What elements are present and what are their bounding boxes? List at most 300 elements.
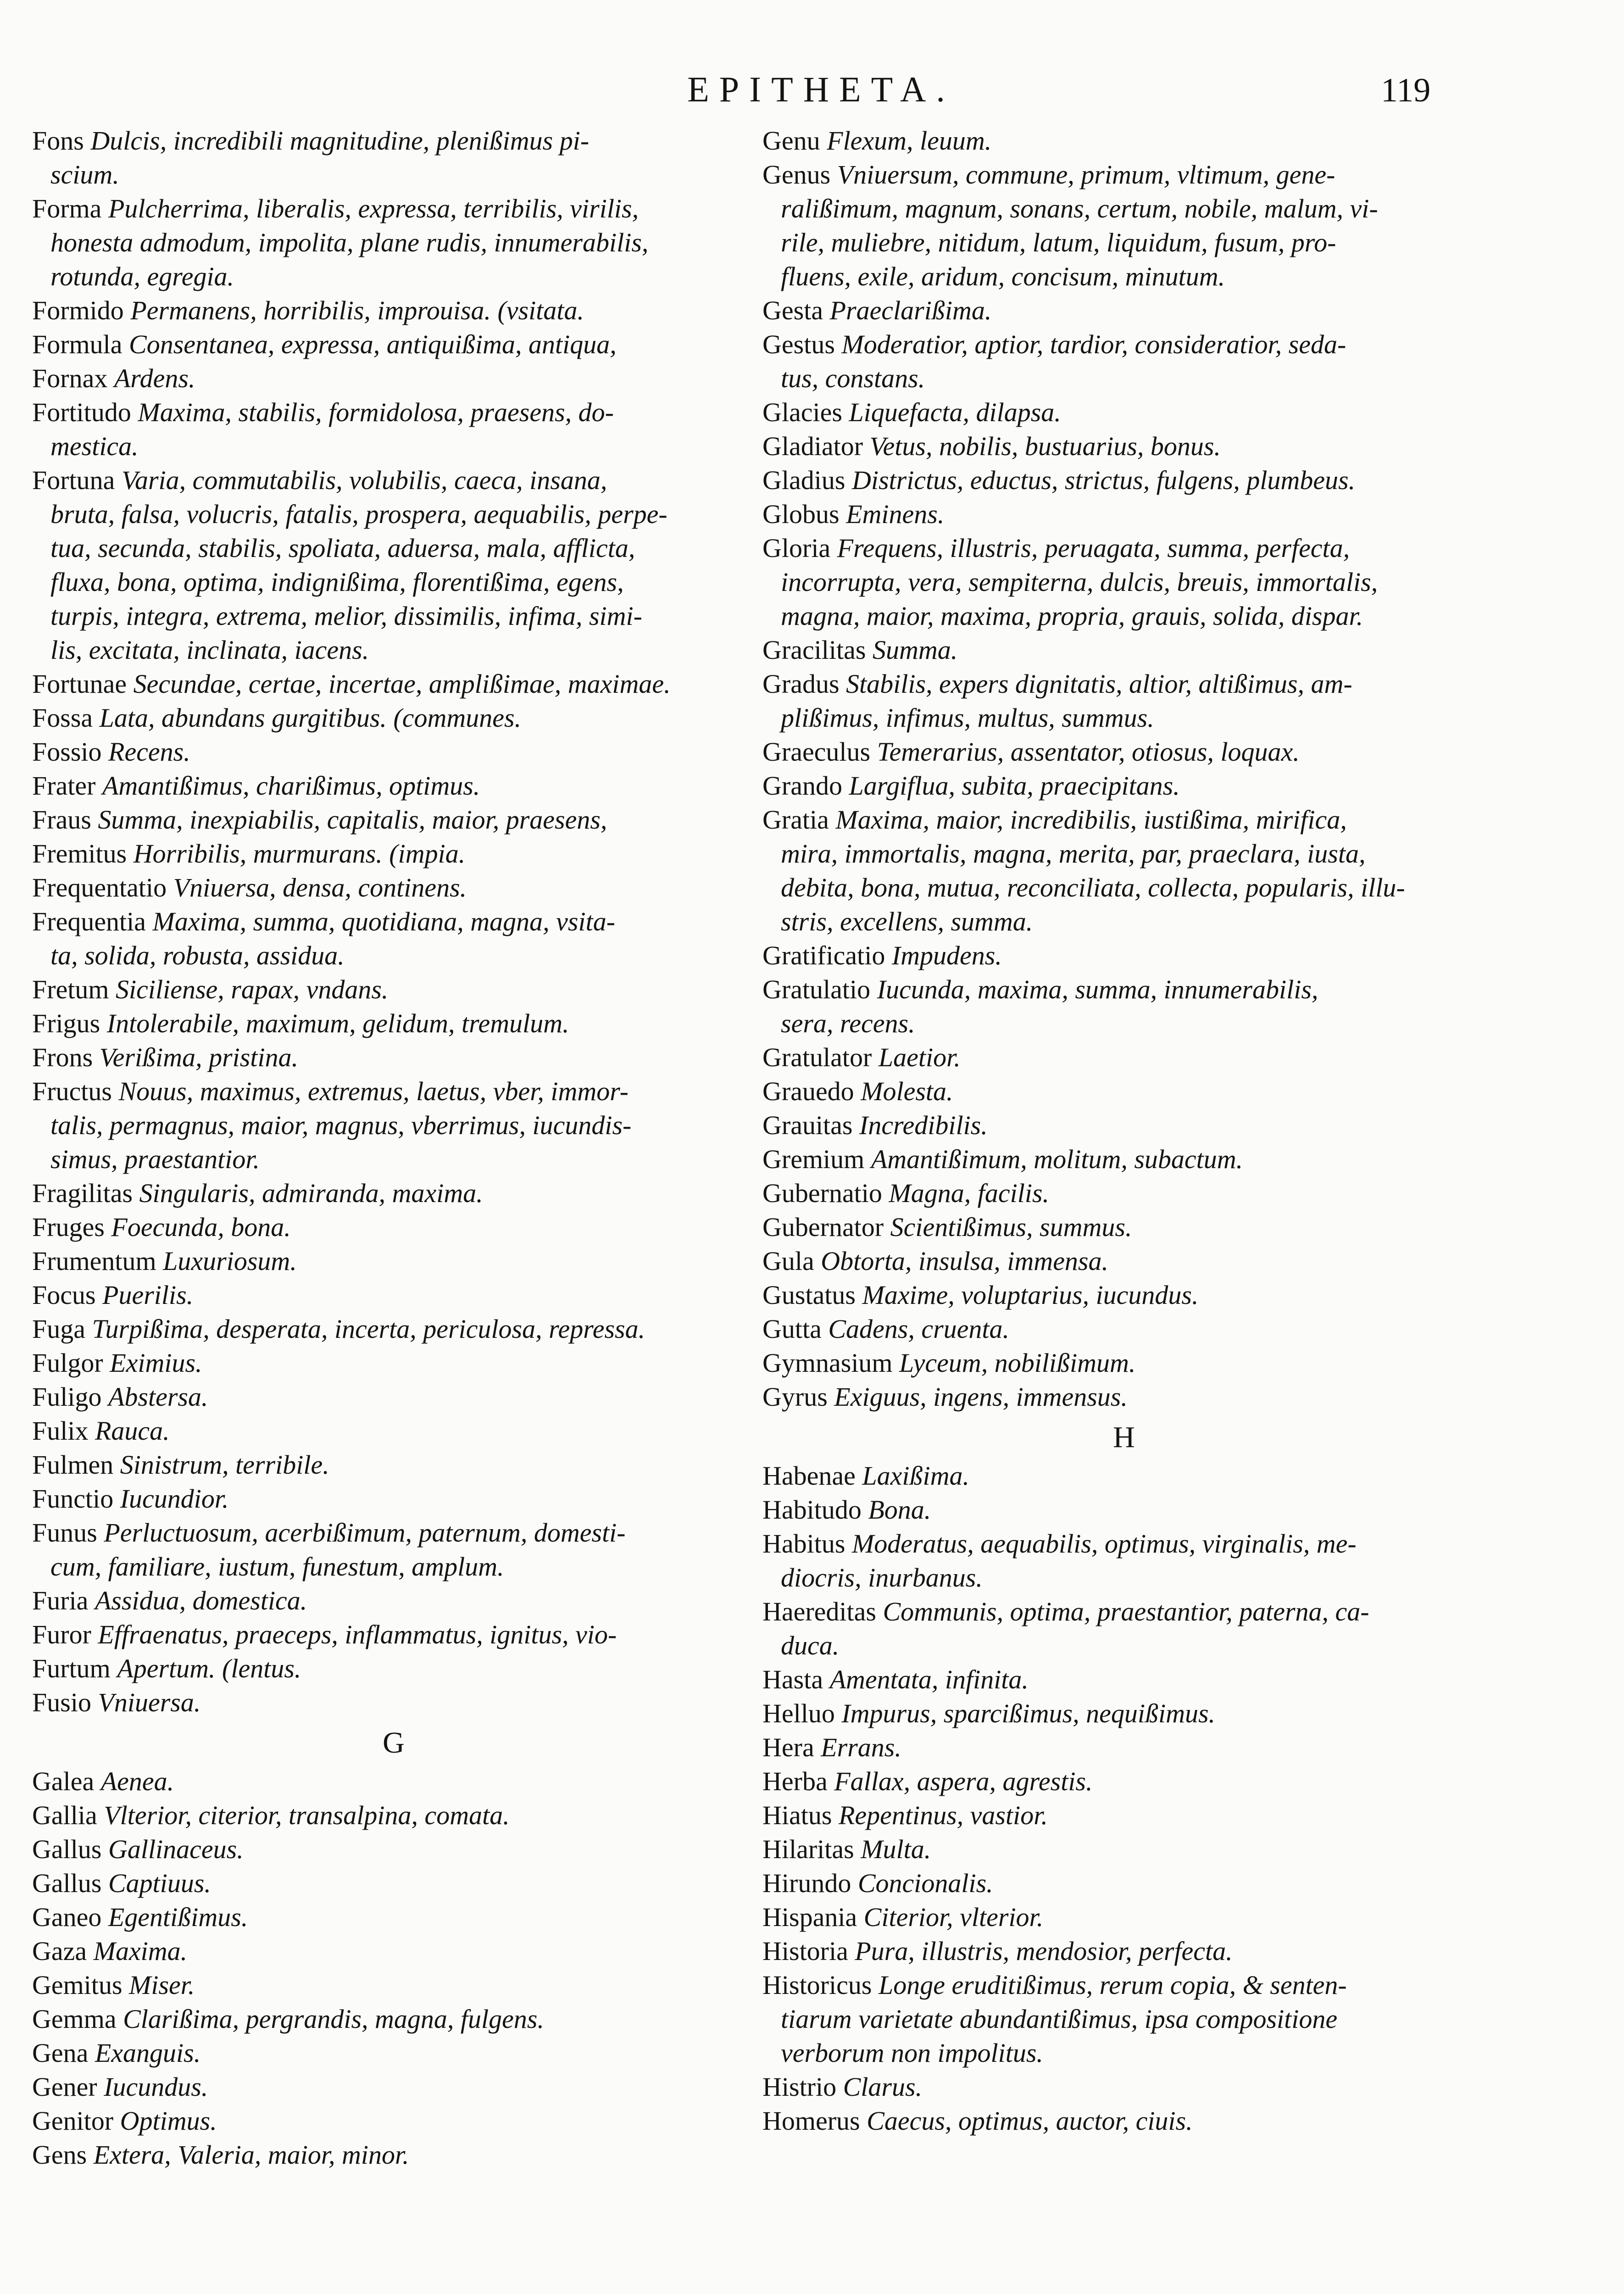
right-column <box>762 124 1486 2138</box>
dictionary-entry <box>31 2138 756 2172</box>
entry-epithets: Lyceum, nobilißimum. <box>899 1348 1136 1378</box>
entry-headword: Fraus <box>32 805 91 835</box>
dictionary-entry <box>762 1832 1486 1866</box>
entry-epithets: Siciliense, rapax, vndans. <box>116 974 389 1004</box>
entry-continuation: diocris, inurbanus. <box>781 1563 983 1592</box>
dictionary-entry <box>31 328 756 362</box>
dictionary-entry <box>31 463 756 497</box>
entry-epithets: Flexum, leuum. <box>827 126 992 156</box>
entry-continuation: scium. <box>50 160 119 189</box>
entry-headword: Fuga <box>32 1314 85 1344</box>
entry-epithets: Secundae, certae, incertae, amplißimae, maximae. <box>133 669 671 699</box>
entry-epithets: Rauca. <box>95 1416 170 1446</box>
entry-headword: Historicus <box>762 1970 872 2000</box>
entry-epithets: Singularis, admiranda, maxima. <box>139 1178 483 1208</box>
entry-epithets: Aenea. <box>100 1766 174 1796</box>
entry-headword: Grando <box>762 771 842 801</box>
dictionary-entry <box>31 2070 756 2104</box>
dictionary-entry <box>762 158 1486 192</box>
dictionary-entry <box>762 1075 1486 1108</box>
dictionary-entry <box>762 497 1486 531</box>
entry-headword: Genus <box>762 160 831 189</box>
entry-epithets: Maxima, maior, incredibilis, iustißima, mirifica, <box>835 805 1347 835</box>
entry-epithets: Gallinaceus. <box>108 1834 244 1864</box>
entry-epithets: Laxißima. <box>862 1461 969 1491</box>
entry-epithets: Perluctuosum, acerbißimum, paternum, domesti- <box>104 1518 626 1548</box>
entry-epithets: Consentanea, expressa, antiquißima, antiqua, <box>129 329 617 359</box>
entry-headword: Gremium <box>762 1144 865 1174</box>
entry-continuation: stris, excellens, summa. <box>781 907 1033 936</box>
entry-headword: Functio <box>32 1484 114 1514</box>
dictionary-entry <box>762 1798 1486 1832</box>
entry-headword: Gena <box>32 2038 89 2068</box>
dictionary-entry <box>762 1142 1486 1176</box>
dictionary-entry <box>31 1380 756 1414</box>
entry-epithets: Praeclarißima. <box>829 295 992 325</box>
entry-continuation: sera, recens. <box>781 1008 915 1038</box>
dictionary-entry <box>31 294 756 328</box>
dictionary-entry <box>31 1798 756 1832</box>
dictionary-entry <box>762 1176 1486 1210</box>
entry-epithets: Extera, Valeria, maior, minor. <box>93 2140 409 2170</box>
entry-headword: Hispania <box>762 1902 857 1932</box>
dictionary-entry <box>762 1493 1486 1527</box>
dictionary-entry <box>31 2002 756 2036</box>
entry-headword: Frigus <box>32 1008 100 1038</box>
entry-headword: Gallia <box>32 1800 97 1830</box>
entry-epithets: Vniuersa, densa, continens. <box>173 873 467 902</box>
entry-headword: Gallus <box>32 1834 102 1864</box>
entry-epithets: Turpißima, desperata, incerta, periculosa, repressa. <box>92 1314 645 1344</box>
entry-headword: Hera <box>762 1732 814 1762</box>
entry-headword: Fragilitas <box>32 1178 133 1208</box>
entry-epithets: Magna, facilis. <box>889 1178 1050 1208</box>
dictionary-entry <box>762 1527 1486 1561</box>
entry-continuation: lis, excitata, inclinata, iacens. <box>50 635 369 665</box>
entry-epithets: Foecunda, bona. <box>111 1212 291 1242</box>
entry-headword: Frumentum <box>32 1246 156 1276</box>
entry-continuation: rile, muliebre, nitidum, latum, liquidum, fusum, pro- <box>781 228 1336 257</box>
entry-headword: Gemitus <box>32 1970 122 2000</box>
dictionary-entry <box>31 1900 756 1934</box>
entry-continuation: cum, familiare, iustum, funestum, amplum. <box>50 1552 504 1581</box>
dictionary-entry <box>762 1866 1486 1900</box>
entry-headword: Galea <box>32 1766 95 1796</box>
entry-headword: Gymnasium <box>762 1348 893 1378</box>
dictionary-entry <box>31 701 756 735</box>
entry-epithets: Amentata, infinita. <box>829 1665 1029 1694</box>
entry-headword: Gubernatio <box>762 1178 882 1208</box>
entry-epithets: Clarißima, pergrandis, magna, fulgens. <box>123 2004 544 2034</box>
entry-headword: Gratia <box>762 805 829 835</box>
dictionary-entry <box>762 803 1486 837</box>
entry-epithets: Nouus, maximus, extremus, laetus, vber, immor- <box>118 1076 628 1106</box>
entry-epithets: Iucundior. <box>120 1484 229 1514</box>
dictionary-entry <box>762 328 1486 362</box>
entry-continuation: talis, permagnus, maior, magnus, vberrimus, iucundis- <box>50 1110 632 1140</box>
entry-epithets: Incredibilis. <box>859 1110 988 1140</box>
dictionary-entry <box>762 1459 1486 1493</box>
entry-headword: Gratificatio <box>762 941 885 970</box>
dictionary-entry <box>762 1968 1486 2002</box>
entry-headword: Genu <box>762 126 820 156</box>
dictionary-entry <box>762 1278 1486 1312</box>
entry-headword: Homerus <box>762 2106 860 2136</box>
dictionary-entry <box>762 395 1486 429</box>
dictionary-entry <box>31 667 756 701</box>
entry-headword: Herba <box>762 1766 828 1796</box>
entry-epithets: Exanguis. <box>95 2038 201 2068</box>
entry-epithets: Liquefacta, dilapsa. <box>849 397 1061 427</box>
dictionary-entry <box>31 1765 756 1798</box>
dictionary-entry <box>762 1731 1486 1765</box>
dictionary-entry <box>762 769 1486 803</box>
entry-epithets: Clarus. <box>843 2072 923 2102</box>
entry-headword: Gula <box>762 1246 814 1276</box>
entry-continuation: magna, maior, maxima, propria, grauis, solida, dispar. <box>781 601 1363 631</box>
entry-headword: Frequentatio <box>32 873 167 902</box>
dictionary-entry <box>762 531 1486 565</box>
entry-headword: Fulix <box>32 1416 89 1446</box>
entry-headword: Gaza <box>32 1936 87 1966</box>
entry-headword: Fuligo <box>32 1382 102 1412</box>
entry-epithets: Longe eruditißimus, rerum copia, & senten- <box>878 1970 1347 2000</box>
entry-headword: Gestus <box>762 329 835 359</box>
dictionary-entry <box>31 1278 756 1312</box>
entry-headword: Frater <box>32 771 96 801</box>
entry-headword: Fruges <box>32 1212 105 1242</box>
entry-epithets: Eximius. <box>110 1348 202 1378</box>
entry-headword: Ganeo <box>32 1902 102 1932</box>
dictionary-entry <box>31 362 756 395</box>
entry-epithets: Molesta. <box>861 1076 953 1106</box>
dictionary-entry <box>762 2070 1486 2104</box>
entry-epithets: Miser. <box>129 1970 195 2000</box>
entry-headword: Helluo <box>762 1698 835 1728</box>
entry-epithets: Pulcherrima, liberalis, expressa, terribilis, virilis, <box>108 194 639 223</box>
entry-epithets: Intolerabile, maximum, gelidum, tremulum. <box>106 1008 569 1038</box>
entry-headword: Gratulator <box>762 1042 872 1072</box>
dictionary-entry <box>31 1832 756 1866</box>
entry-headword: Grauedo <box>762 1076 854 1106</box>
entry-headword: Historia <box>762 1936 848 1966</box>
dictionary-entry <box>31 1414 756 1448</box>
entry-epithets: Pura, illustris, mendosior, perfecta. <box>855 1936 1233 1966</box>
dictionary-entry <box>31 2104 756 2138</box>
entry-headword: Furor <box>32 1620 91 1649</box>
entry-continuation: tiarum varietate abundantißimus, ipsa compositione <box>781 2004 1338 2034</box>
entry-headword: Graeculus <box>762 737 871 767</box>
entry-headword: Gens <box>32 2140 87 2170</box>
entry-headword: Fretum <box>32 974 109 1004</box>
entry-headword: Gemma <box>32 2004 117 2034</box>
entry-continuation: simus, praestantior. <box>50 1144 260 1174</box>
entry-continuation: tua, secunda, stabilis, spoliata, aduersa, mala, afflicta, <box>50 533 635 563</box>
dictionary-entry <box>31 1584 756 1618</box>
entry-headword: Genitor <box>32 2106 114 2136</box>
entry-headword: Gladiator <box>762 431 863 461</box>
entry-headword: Funus <box>32 1518 97 1548</box>
entry-headword: Gubernator <box>762 1212 884 1242</box>
entry-epithets: Bona. <box>868 1495 931 1525</box>
dictionary-entry <box>31 1482 756 1516</box>
entry-headword: Habitus <box>762 1529 845 1559</box>
entry-epithets: Apertum. (lentus. <box>117 1654 301 1683</box>
dictionary-entry <box>31 124 756 158</box>
dictionary-entry <box>762 973 1486 1007</box>
dictionary-entry <box>31 1041 756 1075</box>
entry-headword: Fossio <box>32 737 102 767</box>
entry-headword: Fructus <box>32 1076 112 1106</box>
entry-headword: Furtum <box>32 1654 111 1683</box>
dictionary-entry <box>762 2104 1486 2138</box>
entry-epithets: Luxuriosum. <box>163 1246 297 1276</box>
dictionary-entry <box>762 1934 1486 1968</box>
entry-epithets: Varia, commutabilis, volubilis, caeca, insana, <box>121 465 607 495</box>
entry-epithets: Amantißimum, molitum, subactum. <box>871 1144 1243 1174</box>
entry-epithets: Abstersa. <box>108 1382 208 1412</box>
entry-epithets: Lata, abundans gurgitibus. (communes. <box>99 703 522 733</box>
dictionary-entry <box>31 1210 756 1244</box>
entry-epithets: Maxime, voluptarius, iucundus. <box>862 1280 1199 1310</box>
entry-epithets: Vetus, nobilis, bustuarius, bonus. <box>869 431 1221 461</box>
entry-headword: Gutta <box>762 1314 822 1344</box>
dictionary-entry <box>31 1968 756 2002</box>
entry-headword: Glacies <box>762 397 842 427</box>
entry-headword: Fusio <box>32 1687 91 1717</box>
dictionary-entry <box>31 395 756 429</box>
entry-epithets: Horribilis, murmurans. (impia. <box>133 839 466 869</box>
dictionary-entry <box>31 1866 756 1900</box>
dictionary-entry <box>31 973 756 1007</box>
entry-headword: Fortuna <box>32 465 115 495</box>
section-letter: H <box>1113 1420 1135 1454</box>
dictionary-entry <box>31 1075 756 1108</box>
entry-epithets: Repentinus, vastior. <box>838 1800 1048 1830</box>
entry-headword: Hasta <box>762 1665 823 1694</box>
entry-epithets: Communis, optima, praestantior, paterna, ca- <box>883 1597 1369 1626</box>
dictionary-entry <box>31 1448 756 1482</box>
section-letter: G <box>383 1726 405 1759</box>
entry-headword: Gyrus <box>762 1382 828 1412</box>
running-head: EPITHETA. <box>687 69 955 109</box>
dictionary-entry <box>762 1108 1486 1142</box>
entry-headword: Habenae <box>762 1461 856 1491</box>
entry-headword: Fornax <box>32 363 108 393</box>
entry-epithets: Maxima. <box>93 1936 188 1966</box>
dictionary-entry <box>762 633 1486 667</box>
entry-headword: Gladius <box>762 465 845 495</box>
entry-epithets: Ardens. <box>114 363 195 393</box>
dictionary-entry <box>762 735 1486 769</box>
entry-epithets: Frequens, illustris, peruagata, summa, perfecta, <box>837 533 1350 563</box>
entry-epithets: Maxima, stabilis, formidolosa, praesens, do- <box>138 397 614 427</box>
entry-headword: Hirundo <box>762 1868 851 1898</box>
entry-headword: Furia <box>32 1586 89 1615</box>
entry-epithets: Puerilis. <box>102 1280 194 1310</box>
entry-headword: Haereditas <box>762 1597 876 1626</box>
dictionary-entry <box>31 769 756 803</box>
dictionary-entry <box>762 1595 1486 1629</box>
entry-epithets: Citerior, vlterior. <box>863 1902 1044 1932</box>
entry-epithets: Amantißimus, charißimus, optimus. <box>102 771 480 801</box>
dictionary-entry <box>31 837 756 871</box>
dictionary-entry <box>31 1934 756 1968</box>
entry-headword: Formula <box>32 329 122 359</box>
entry-continuation: mira, immortalis, magna, merita, par, praeclara, iusta, <box>781 839 1366 869</box>
entry-epithets: Obtorta, insulsa, immensa. <box>821 1246 1109 1276</box>
dictionary-entry <box>31 905 756 939</box>
dictionary-entry <box>31 871 756 905</box>
entry-epithets: Impurus, sparcißimus, nequißimus. <box>841 1698 1216 1728</box>
entry-headword: Fortitudo <box>32 397 131 427</box>
entry-continuation: tus, constans. <box>781 363 925 393</box>
entry-epithets: Summa, inexpiabilis, capitalis, maior, praesens, <box>98 805 607 835</box>
entry-epithets: Moderatus, aequabilis, optimus, virginalis, me- <box>851 1529 1357 1559</box>
entry-epithets: Iucundus. <box>104 2072 208 2102</box>
dictionary-entry <box>31 1244 756 1278</box>
entry-epithets: Eminens. <box>846 499 945 529</box>
dictionary-entry <box>762 1663 1486 1697</box>
entry-epithets: Fallax, aspera, agrestis. <box>834 1766 1093 1796</box>
dictionary-entry <box>31 1176 756 1210</box>
entry-epithets: Laetior. <box>878 1042 961 1072</box>
entry-headword: Grauitas <box>762 1110 853 1140</box>
entry-epithets: Iucunda, maxima, summa, innumerabilis, <box>877 974 1318 1004</box>
dictionary-entry <box>31 803 756 837</box>
entry-epithets: Multa. <box>861 1834 931 1864</box>
entry-headword: Frons <box>32 1042 93 1072</box>
entry-epithets: Permanens, horribilis, improuisa. (vsitata. <box>130 295 584 325</box>
entry-epithets: Exiguus, ingens, immensus. <box>834 1382 1128 1412</box>
entry-epithets: Optimus. <box>120 2106 217 2136</box>
entry-epithets: Verißima, pristina. <box>99 1042 299 1072</box>
page-number: 119 <box>1381 72 1431 109</box>
dictionary-entry <box>762 1210 1486 1244</box>
dictionary-entry <box>762 1244 1486 1278</box>
entry-epithets: Scientißimus, summus. <box>890 1212 1132 1242</box>
entry-epithets: Caecus, optimus, auctor, ciuis. <box>867 2106 1193 2136</box>
entry-headword: Fortunae <box>32 669 127 699</box>
entry-continuation: plißimus, infimus, multus, summus. <box>781 703 1154 733</box>
entry-headword: Gener <box>32 2072 97 2102</box>
entry-continuation: fluxa, bona, optima, indignißima, florentißima, egens, <box>50 567 624 597</box>
entry-epithets: Effraenatus, praeceps, inflammatus, ignitus, vio- <box>98 1620 617 1649</box>
dictionary-entry <box>31 2036 756 2070</box>
entry-epithets: Vniuersum, commune, primum, vltimum, gene- <box>837 160 1335 189</box>
entry-headword: Gloria <box>762 533 831 563</box>
entry-epithets: Egentißimus. <box>108 1902 248 1932</box>
dictionary-entry <box>762 463 1486 497</box>
entry-headword: Forma <box>32 194 102 223</box>
entry-epithets: Impudens. <box>891 941 1002 970</box>
dictionary-entry <box>31 735 756 769</box>
entry-headword: Histrio <box>762 2072 837 2102</box>
dictionary-entry <box>31 1652 756 1686</box>
dictionary-entry <box>762 1041 1486 1075</box>
entry-continuation: rotunda, egregia. <box>50 262 234 291</box>
entry-epithets: Dulcis, incredibili magnitudine, plenißimus pi- <box>90 126 590 156</box>
dictionary-entry <box>31 1516 756 1550</box>
entry-epithets: Assidua, domestica. <box>95 1586 307 1615</box>
entry-headword: Fulmen <box>32 1450 114 1480</box>
dictionary-entry <box>31 192 756 226</box>
entry-epithets: Errans. <box>821 1732 901 1762</box>
entry-epithets: Recens. <box>108 737 190 767</box>
entry-headword: Habitudo <box>762 1495 862 1525</box>
entry-headword: Fulgor <box>32 1348 103 1378</box>
entry-continuation: debita, bona, mutua, reconciliata, collecta, popularis, illu- <box>781 873 1405 902</box>
entry-epithets: Cadens, cruenta. <box>828 1314 1010 1344</box>
entry-headword: Gradus <box>762 669 840 699</box>
entry-epithets: Stabilis, expers dignitatis, altior, altißimus, am- <box>846 669 1352 699</box>
entry-epithets: Maxima, summa, quotidiana, magna, vsita- <box>152 907 616 936</box>
entry-epithets: Largiflua, subita, praecipitans. <box>849 771 1180 801</box>
dictionary-entry <box>31 1346 756 1380</box>
entry-continuation: honesta admodum, impolita, plane rudis, innumerabilis, <box>50 228 649 257</box>
entry-epithets: Temerarius, assentator, otiosus, loquax. <box>877 737 1300 767</box>
entry-continuation: bruta, falsa, volucris, fatalis, prospera, aequabilis, perpe- <box>50 499 667 529</box>
entry-headword: Gesta <box>762 295 823 325</box>
entry-headword: Gustatus <box>762 1280 856 1310</box>
entry-epithets: Summa. <box>872 635 958 665</box>
entry-headword: Fossa <box>32 703 93 733</box>
dictionary-entry <box>762 1900 1486 1934</box>
entry-continuation: ta, solida, robusta, assidua. <box>50 941 345 970</box>
entry-epithets: Concionalis. <box>857 1868 993 1898</box>
dictionary-entry <box>762 1380 1486 1414</box>
entry-continuation: fluens, exile, aridum, concisum, minutum. <box>781 262 1225 291</box>
entry-headword: Gracilitas <box>762 635 866 665</box>
entry-continuation: incorrupta, vera, sempiterna, dulcis, breuis, immortalis, <box>781 567 1378 597</box>
entry-epithets: Districtus, eductus, strictus, fulgens, plumbeus. <box>851 465 1356 495</box>
entry-continuation: duca. <box>781 1631 840 1660</box>
entry-continuation: ralißimum, magnum, sonans, certum, nobile, malum, vi- <box>781 194 1378 223</box>
entry-epithets: Vniuersa. <box>98 1687 201 1717</box>
dictionary-entry <box>31 1686 756 1720</box>
dictionary-entry <box>762 667 1486 701</box>
dictionary-entry <box>762 1765 1486 1798</box>
entry-headword: Hiatus <box>762 1800 832 1830</box>
entry-continuation: turpis, integra, extrema, melior, dissimilis, infima, simi- <box>50 601 642 631</box>
dictionary-entry <box>762 429 1486 463</box>
entry-headword: Focus <box>32 1280 96 1310</box>
entry-headword: Frequentia <box>32 907 146 936</box>
entry-headword: Gallus <box>32 1868 102 1898</box>
dictionary-entry <box>762 1312 1486 1346</box>
entry-continuation: verborum non impolitus. <box>781 2038 1043 2068</box>
entry-epithets: Moderatior, aptior, tardior, consideratior, seda- <box>841 329 1346 359</box>
dictionary-entry <box>762 294 1486 328</box>
dictionary-entry <box>31 1312 756 1346</box>
dictionary-entry <box>762 124 1486 158</box>
entry-epithets: Vlterior, citerior, transalpina, comata. <box>104 1800 510 1830</box>
left-column <box>31 124 756 2172</box>
entry-headword: Hilaritas <box>762 1834 854 1864</box>
entry-epithets: Sinistrum, terribile. <box>120 1450 329 1480</box>
dictionary-entry <box>762 939 1486 973</box>
entry-headword: Gratulatio <box>762 974 871 1004</box>
entry-headword: Globus <box>762 499 840 529</box>
entry-headword: Fons <box>32 126 84 156</box>
dictionary-entry <box>31 1618 756 1652</box>
entry-epithets: Captiuus. <box>108 1868 211 1898</box>
dictionary-entry <box>762 1346 1486 1380</box>
entry-continuation: mestica. <box>50 431 139 461</box>
entry-headword: Fremitus <box>32 839 127 869</box>
dictionary-entry <box>31 1007 756 1041</box>
dictionary-entry <box>762 1697 1486 1731</box>
